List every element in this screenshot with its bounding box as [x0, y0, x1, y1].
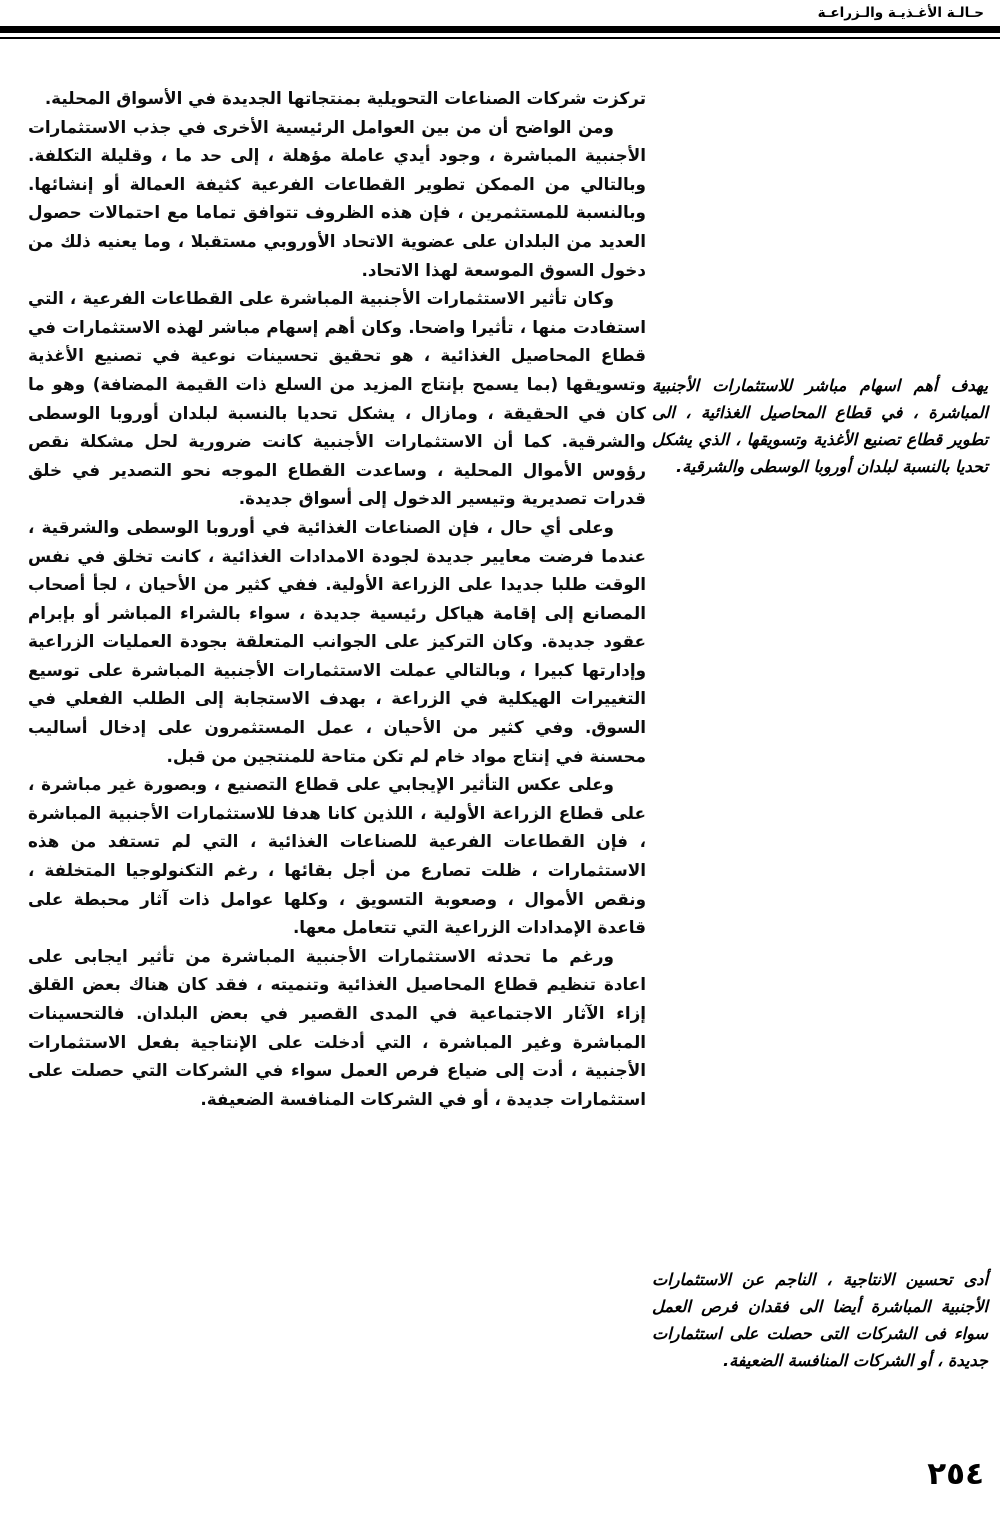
page-header-title: حـالـة الأغـذيـة والـزراعـة	[817, 5, 984, 21]
page-number: ٢٥٤	[927, 1456, 984, 1492]
paragraph-4: وعلى أي حال ، فإن الصناعات الغذائية في أوروبا الوسطى والشرقية ، عندما فرضت معايير جديدة لجودة الامدادات الغذائية ، كانت تخلق في نفس الوقت طلبا جديدا على الزراعة الأولية. ففي كثير من الأحيان ، لجأ أصحاب المصانع إلى إقامة هياكل رئيسية جديدة ، سواء بالشراء المباشر أو بإبرام عقود جديدة. وكان التركيز على الجوانب المتعلقة بجودة العمليات الزراعية وإدارتها كبيرا ، وبالتالي عملت الاستثمارات الأجنبية المباشرة على توسيع التغييرات الهيكلية في الزراعة ، بهدف الاستجابة إلى الطلب الفعلي في السوق. وفي كثير من الأحيان ، عمل المستثمرون على إدخال أساليب محسنة في إنتاج مواد خام لم تكن متاحة للمنتجين من قبل.	[28, 516, 646, 766]
margin-note: يهدف أهم اسهام مباشر للاستثمارات الأجنبية المباشرة ، في قطاع المحاصيل الغذائية ، الى تطوير قطاع تصنيع الأغذية وتسويقها ، الذي يشكل تحديا بالنسبة لبلدان أوروبا الوسطى والشرقية.	[652, 376, 988, 476]
paragraph-3: وكان تأثير الاستثمارات الأجنبية المباشرة على القطاعات الفرعية ، التي استفادت منها ، تأثيرا واضحا. وكان أهم إسهام مباشر لهذه الاستثمارات في قطاع المحاصيل الغذائية ، هو تحقيق تحسينات نوعية في تصنيع الأغذية وتسويقها (بما يسمح بإنتاج المزيد من السلع ذات القيمة المضافة) وهو ما كان في الحقيقة ، ومازال ، يشكل تحديا بالنسبة لبلدان أوروبا الوسطى والشرقية. كما أن الاستثمارات الأجنبية كانت ضرورية لحل مشكلة نقص رؤوس الأموال المحلية ، وساعدت القطاع الموجه نحو التصدير في خلق قدرات تصديرية وتيسير الدخول إلى أسواق جديدة.	[28, 288, 646, 509]
header-rule-thick	[0, 26, 1000, 33]
main-text-column	[28, 84, 646, 1113]
paragraph-2: ومن الواضح أن من بين العوامل الرئيسية الأخرى في جذب الاستثمارات الأجنبية المباشرة ، وجود أيدي عاملة مؤهلة ، إلى حد ما ، وقليلة التكلفة. وبالتالي من الممكن تطوير القطاعات الفرعية كثيفة العمالة أو إنشائها. وبالنسبة للمستثمرين ، فإن هذه الظروف تتوافق تماما مع احتمالات حصول العديد من البلدان على عضوية الاتحاد الأوروبي مستقبلا ، وما يعنيه ذلك من دخول السوق الموسعة لهذا الاتحاد.	[28, 116, 646, 280]
paragraph-6: ورغم ما تحدثه الاستثمارات الأجنبية المباشرة من تأثير ايجابى على اعادة تنظيم قطاع المحاصيل الغذائية وتنميته ، فقد كان هناك بعض القلق إزاء الآثار الاجتماعية في المدى القصير في بعض البلدان. فالتحسينات المباشرة وغير المباشرة ، التي أدخلت على الإنتاجية بفعل الاستثمارات الأجنبية ، أدت إلى ضياع فرص العمل سواء في الشركات التي حصلت على استثمارات جديدة ، أو في الشركات المنافسة الضعيفة.	[28, 945, 646, 1109]
paragraph-1: تركزت شركات الصناعات التحويلية بمنتجاتها الجديدة في الأسواق المحلية.	[44, 88, 646, 108]
header-rule-thin	[0, 37, 1000, 39]
paragraph-5: وعلى عكس التأثير الإيجابي على قطاع التصنيع ، وبصورة غير مباشرة ، على قطاع الزراعة الأولية ، اللذين كانا هدفا للاستثمارات الأجنبية المباشرة ، فإن القطاعات الفرعية للصناعات الغذائية ، التي لم تستفد من هذه الاستثمارات ، ظلت تصارع من أجل بقائها ، رغم التكنولوجيا المتخلفة ، ونقص الأموال ، وصعوبة التسويق ، وكلها عوامل ذات آثار محبطة على قاعدة الإمدادات الزراعية التي تتعامل معها.	[28, 774, 646, 938]
margin-note: أدى تحسين الانتاجية ، الناجم عن الاستثمارات الأجنبية المباشرة أيضا الى فقدان فرص العمل سواء فى الشركات التى حصلت على استثمارات جديدة ، أو الشركات المنافسة الضعيفة.	[652, 1270, 988, 1370]
